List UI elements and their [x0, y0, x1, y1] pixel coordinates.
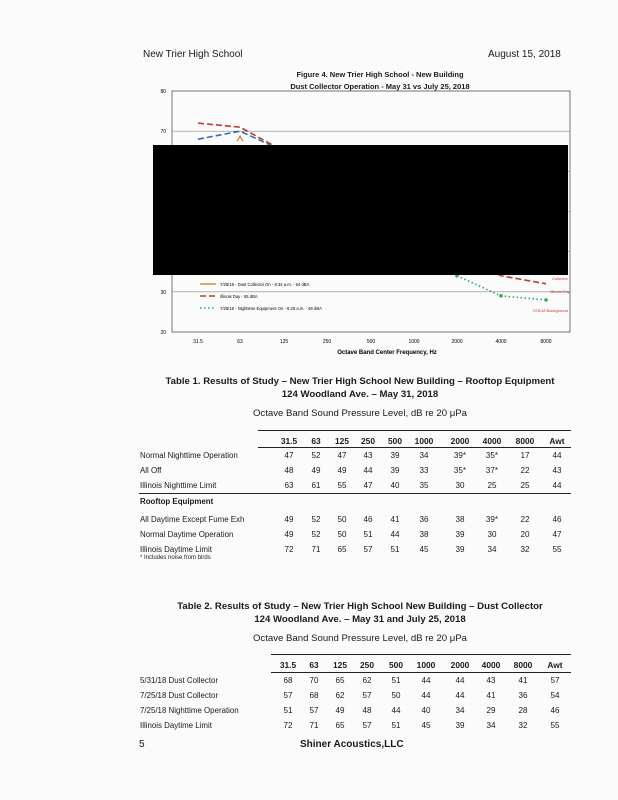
table1-title-line2: 124 Woodland Ave. – May 31, 2018 — [281, 389, 439, 400]
table1-cell: 49 — [284, 515, 294, 524]
table1-cell: 36 — [419, 515, 429, 524]
table2-cell: 72 — [283, 721, 293, 730]
chart-x-tick-label: 31.5 — [193, 339, 203, 345]
table2-cell: 36 — [518, 691, 528, 700]
table1-cell: 61 — [311, 481, 321, 490]
table1-cell: 37* — [485, 466, 499, 475]
table2-col-header: 63 — [309, 660, 319, 670]
table2-cell: 68 — [309, 691, 319, 700]
table1-cell: 51 — [390, 545, 400, 554]
table1-cell: 47 — [552, 530, 562, 539]
table2-cell: 49 — [335, 706, 345, 715]
table2-title-line2: 124 Woodland Ave. – May 31 and July 25, 2018 — [254, 614, 466, 625]
table1-cell: 65 — [337, 545, 347, 554]
table2-col-header: 4000 — [481, 660, 501, 670]
table1-top-rule — [258, 430, 571, 431]
table2-cell: 54 — [550, 691, 560, 700]
table1-cell: 47 — [363, 481, 373, 490]
table1-cell: 46 — [363, 515, 373, 524]
table1-cell: 41 — [390, 515, 400, 524]
figure-title-line2: Dust Collector Operation - May 31 vs July 25, 2018 — [290, 82, 470, 91]
table1-row-label: Normal Nighttime Operation — [140, 451, 238, 460]
table1-col-header: 500 — [388, 436, 402, 446]
table1-cell: 45 — [419, 545, 429, 554]
table2-col-header: 1000 — [416, 660, 436, 670]
table2-cell: 68 — [283, 676, 293, 685]
redaction-block — [153, 145, 568, 275]
table1-cell: 49 — [311, 466, 321, 475]
table1-row-label: Illinois Nighttime Limit — [140, 481, 217, 490]
chart-annotation: Collector — [552, 276, 568, 281]
table1-cell: 55 — [552, 545, 562, 554]
chart-x-tick-label: 2000 — [451, 339, 463, 345]
table2-cell: 55 — [550, 721, 560, 730]
table2-cell: 44 — [455, 676, 465, 685]
table1-title-line1: Table 1. Results of Study – New Trier High School New Building – Rooftop Equipment — [165, 376, 555, 387]
table1-cell: 63 — [284, 481, 294, 490]
table1-cell: 43 — [552, 466, 562, 475]
table1-cell: 22 — [520, 466, 530, 475]
table1-cell: 57 — [363, 545, 373, 554]
table1-cell: 50 — [337, 515, 347, 524]
table2-cell: 51 — [391, 676, 401, 685]
table2-col-header: 2000 — [450, 660, 470, 670]
page-number: 5 — [139, 739, 145, 750]
table2-cell: 51 — [283, 706, 293, 715]
chart-legend — [200, 282, 322, 311]
table2-col-header: 250 — [360, 660, 374, 670]
table1-cell: 35* — [453, 466, 467, 475]
table2-cell: 65 — [335, 721, 345, 730]
table1-cell: 44 — [552, 451, 562, 460]
table1-cell: 55 — [337, 481, 347, 490]
table1-col-header: 31.5 — [280, 436, 298, 446]
table1-cell: 71 — [311, 545, 321, 554]
table1-row-label: Illinois Daytime Limit — [140, 545, 212, 554]
document-header-date: August 15, 2018 — [488, 49, 561, 60]
table2-cell: 70 — [309, 676, 319, 685]
table1-cell: 50 — [337, 530, 347, 539]
table2-cell: 40 — [421, 706, 431, 715]
table2-col-header: 31.5 — [279, 660, 297, 670]
table1-header-rule — [258, 447, 571, 448]
chart-x-axis-label: Octave Band Center Frequency, Hz — [337, 350, 437, 356]
table2-cell: 71 — [309, 721, 319, 730]
table2-cell: 34 — [486, 721, 496, 730]
table2-row-label: Illinois Daytime Limit — [140, 721, 212, 730]
chart-point — [499, 294, 503, 298]
table1-cell: 35 — [419, 481, 429, 490]
table1-row-label: Normal Daytime Operation — [140, 530, 234, 539]
chart-x-tick-label: 1000 — [408, 339, 420, 345]
chart-x-tick-label: 4000 — [495, 339, 507, 345]
table1-cell: 46 — [552, 515, 562, 524]
table2-cell: 45 — [421, 721, 431, 730]
chart-point — [544, 298, 548, 302]
table1-cell: 72 — [284, 545, 294, 554]
table1-cell: 25 — [520, 481, 530, 490]
chart-x-tick-label: 63 — [237, 339, 243, 345]
table1-cell: 52 — [311, 515, 321, 524]
chart-legend-label: 7/25/18 - Nighttime Equipment On - 6:29 a.m. - 46 dBA — [220, 306, 322, 311]
table1-cell: 32 — [520, 545, 530, 554]
table1-col-header: 2000 — [450, 436, 470, 446]
table1-cell: 39 — [390, 466, 400, 475]
chart-x-tick-label: 125 — [279, 339, 289, 345]
table2-cell: 34 — [455, 706, 465, 715]
chart-point — [237, 136, 243, 141]
chart-annotation: 7/25/18 Background — [532, 308, 568, 313]
chart-legend-label: 7/25/18 - Dust Collector On - 8:34 a.m. - 54 dBA — [220, 282, 310, 287]
table1-subtitle: Octave Band Sound Pressure Level, dB re 20 μPa — [252, 408, 468, 419]
table1-cell: 39* — [453, 451, 467, 460]
table2-cell: 46 — [550, 706, 560, 715]
table2-col-header: 8000 — [513, 660, 533, 670]
table1-cell: 47 — [337, 451, 347, 460]
table1-cell: 43 — [363, 451, 373, 460]
table1-cell: 39* — [485, 515, 499, 524]
table2-col-header: Awt — [547, 660, 563, 670]
table1-col-header: 63 — [311, 436, 321, 446]
table1-cell: 40 — [390, 481, 400, 490]
table2-row-label: 7/25/18 Dust Collector — [140, 691, 219, 700]
table1-cell: 25 — [487, 481, 497, 490]
table2-cell: 41 — [486, 691, 496, 700]
table2-cell: 28 — [518, 706, 528, 715]
table2-cell: 51 — [391, 721, 401, 730]
table1-cell: 20 — [520, 530, 530, 539]
table1-cell: 34 — [419, 451, 429, 460]
table1-cell: 39 — [390, 451, 400, 460]
table1-cell: 30 — [455, 481, 465, 490]
table2-cell: 44 — [421, 676, 431, 685]
chart-y-tick-label: 80 — [160, 89, 166, 95]
table2-cell: 39 — [455, 721, 465, 730]
table1-cell: 38 — [419, 530, 429, 539]
table1-mid-rule — [139, 493, 571, 494]
table1-cell: 47 — [284, 451, 294, 460]
table2-cell: 44 — [455, 691, 465, 700]
table1-cell: 22 — [520, 515, 530, 524]
table2-col-header: 500 — [389, 660, 403, 670]
table2-cell: 32 — [518, 721, 528, 730]
table1-cell: 52 — [311, 451, 321, 460]
chart-x-tick-label: 8000 — [540, 339, 552, 345]
table2-cell: 57 — [550, 676, 560, 685]
table2-subtitle: Octave Band Sound Pressure Level, dB re 20 μPa — [252, 633, 468, 644]
table2-cell: 44 — [391, 706, 401, 715]
table1-row-label: All Off — [140, 466, 162, 475]
figure-title-line1: Figure 4. New Trier High School - New Building — [296, 70, 464, 79]
table2-top-rule — [271, 654, 571, 655]
table2-title — [100, 600, 618, 626]
table1-col-header: 1000 — [414, 436, 434, 446]
table2-title-line1: Table 2. Results of Study – New Trier High School New Building – Dust Collector — [177, 601, 543, 612]
table2-cell: 62 — [335, 691, 345, 700]
table1-cell: 35* — [485, 451, 499, 460]
table1-cell: 52 — [311, 530, 321, 539]
table2-cell: 44 — [421, 691, 431, 700]
table1-cell: 33 — [419, 466, 429, 475]
table1-cell: 38 — [455, 515, 465, 524]
table1-col-header: 8000 — [515, 436, 535, 446]
table2-cell: 57 — [309, 706, 319, 715]
chart-annotation: Illinois Day — [550, 289, 570, 294]
table2-header-rule — [271, 672, 571, 673]
table1-cell: 44 — [363, 466, 373, 475]
chart-x-tick-label: 500 — [366, 339, 376, 345]
table1-col-header: 250 — [361, 436, 375, 446]
table1-col-header: 4000 — [482, 436, 502, 446]
table2-cell: 57 — [362, 721, 372, 730]
chart-legend-label: Illinois Day - 55 dBA — [220, 294, 258, 299]
chart-y-tick-label: 20 — [160, 330, 166, 336]
table1-footnote: * Includes noise from birds — [140, 555, 211, 561]
table2-row-label: 7/25/18 Nighttime Operation — [140, 706, 239, 715]
table1-col-header: 125 — [335, 436, 349, 446]
table2-cell: 41 — [518, 676, 528, 685]
table2-col-header: 125 — [333, 660, 347, 670]
table1-cell: 39 — [455, 530, 465, 539]
table1-cell: 44 — [552, 481, 562, 490]
table1-section-label: Rooftop Equipment — [140, 497, 214, 506]
table1-col-header: Awt — [549, 436, 565, 446]
table2-cell: 50 — [391, 691, 401, 700]
table2-cell: 57 — [283, 691, 293, 700]
table2-cell: 62 — [362, 676, 372, 685]
table1-cell: 39 — [455, 545, 465, 554]
chart-x-ticks — [193, 339, 552, 345]
table1-row-label: All Daytime Except Fume Exh — [140, 515, 245, 524]
footer-company: Shiner Acoustics,LLC — [300, 739, 404, 750]
document-header-left: New Trier High School — [143, 49, 243, 60]
table1-cell: 51 — [363, 530, 373, 539]
table2-cell: 65 — [335, 676, 345, 685]
table1-cell: 34 — [487, 545, 497, 554]
table2-row-label: 5/31/18 Dust Collector — [140, 676, 219, 685]
table2-cell: 57 — [362, 691, 372, 700]
chart-y-tick-label: 70 — [160, 129, 166, 136]
table1-cell: 30 — [487, 530, 497, 539]
table1-cell: 49 — [284, 530, 294, 539]
chart-x-tick-label: 250 — [322, 339, 332, 345]
table2-cell: 29 — [486, 706, 496, 715]
table1-cell: 17 — [520, 451, 530, 460]
table1-title — [100, 375, 618, 401]
table1-cell: 49 — [337, 466, 347, 475]
table1-cell: 48 — [284, 466, 294, 475]
chart-y-tick-label: 30 — [160, 289, 166, 296]
table2-cell: 48 — [362, 706, 372, 715]
table1-cell: 44 — [390, 530, 400, 539]
table2-cell: 43 — [486, 676, 496, 685]
